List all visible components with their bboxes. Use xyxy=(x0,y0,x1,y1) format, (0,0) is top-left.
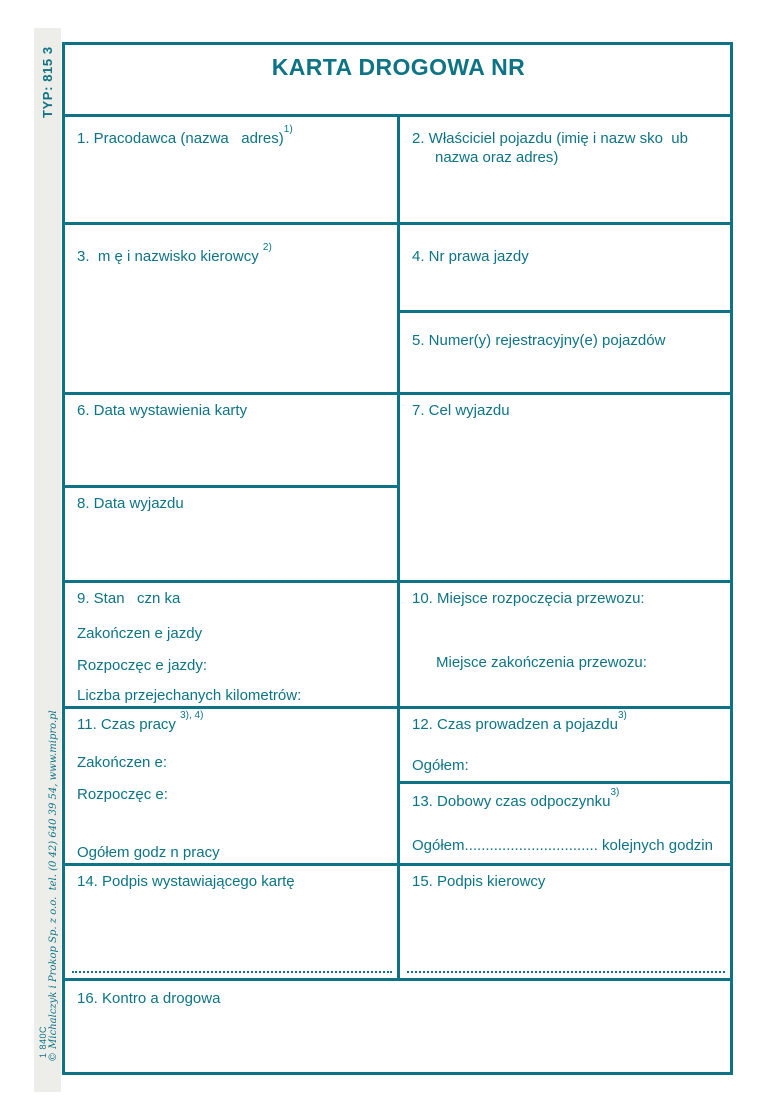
field-04-label: 4. Nr prawa jazdy xyxy=(412,248,529,265)
field-08-data-wyjazdu-cell xyxy=(62,485,397,580)
field-02-wlasciciel-cell xyxy=(397,114,730,222)
field-07-label: 7. Cel wyjazdu xyxy=(412,402,510,419)
field-15-podpis-kierowcy-cell xyxy=(397,863,730,978)
field-13-total-prefix: Ogółem xyxy=(412,837,465,854)
footnote-marker-3b: 3) xyxy=(610,787,620,798)
field-06-label: 6. Data wystawienia karty xyxy=(77,402,248,419)
field-05-numery-rejestracyjne-cell xyxy=(397,310,730,392)
field-03-label: 3. m ę i nazwisko kierowcy xyxy=(77,248,263,265)
form-title-cell xyxy=(62,42,730,114)
print-run-code: 1 840C xyxy=(38,1025,48,1058)
field-09-stan-licznika-cell xyxy=(62,580,397,706)
field-11-line-ogolem: Ogółem godz n pracy xyxy=(77,844,220,861)
field-13-czas-odpoczynku-cell xyxy=(397,781,730,863)
field-07-cel-wyjazdu-cell xyxy=(397,392,730,580)
field-12-line-ogolem: Ogółem: xyxy=(412,757,469,774)
field-02-label-line2: nazwa oraz adres) xyxy=(435,149,559,166)
field-10-miejsce-przewozu-cell xyxy=(397,580,730,706)
field-13-total-suffix: kolejnych godzin xyxy=(597,837,713,854)
field-02-label: 2. Właściciel pojazdu (imię i nazw sko ub xyxy=(412,130,688,147)
field-10-label: 10. Miejsce rozpoczęcia przewozu: xyxy=(412,590,645,607)
dotted-leader: ................................ xyxy=(464,837,598,854)
field-05-label: 5. Numer(y) rejestracyjny(e) pojazdów xyxy=(412,332,666,349)
field-10-line-zakonczenie: Miejsce zakończenia przewozu: xyxy=(436,654,647,671)
field-09-label: 9. Stan czn ka xyxy=(77,590,181,607)
field-11-czas-pracy-cell xyxy=(62,706,397,863)
field-03-kierowca-cell xyxy=(62,222,397,392)
field-01-label: 1. Pracodawca (nazwa adres) xyxy=(77,130,284,147)
footnote-marker-2: 2) xyxy=(262,242,272,253)
footnote-marker-1: 1) xyxy=(283,124,293,135)
signature-dotted-line-left xyxy=(72,971,392,973)
field-06-data-wystawienia-cell xyxy=(62,392,397,485)
field-16-kontrola-drogowa-cell xyxy=(62,978,730,1072)
typ-code-vertical-text: TYP: 815 3 xyxy=(40,46,55,118)
field-13-label: 13. Dobowy czas odpoczynku$^{3)}$ xyxy=(412,787,620,810)
field-01-pracodawca-cell xyxy=(62,114,397,222)
publisher-imprint-vertical-text: © Michalczyk i Prokop Sp. z o.o. tel. (0 42) 640 39 54, www.mipro.pl xyxy=(48,710,59,1062)
field-15-label: 15. Podpis kierowcy xyxy=(412,873,546,890)
footnote-marker-3-4: 3), 4) xyxy=(180,710,204,721)
field-13-total-line xyxy=(412,836,713,855)
road-card-form xyxy=(62,42,733,1075)
field-04-prawo-jazdy-cell xyxy=(397,222,730,310)
field-14-podpis-wystawiajacego-cell xyxy=(62,863,397,978)
field-11-label: 11. Czas pracy $^{3), 4)}$ xyxy=(77,710,204,733)
field-08-label: 8. Data wyjazdu xyxy=(77,495,184,512)
field-11-line-rozpoczecie: Rozpoczęc e: xyxy=(77,786,168,803)
field-11-line-zakonczenie: Zakończen e: xyxy=(77,754,168,771)
field-12-label: 12. Czas prowadzen a pojazdu$^{3)}$ xyxy=(412,710,627,733)
field-14-label: 14. Podpis wystawiającego kartę xyxy=(77,873,295,890)
form-title: KARTA DROGOWA NR xyxy=(271,54,526,80)
field-09-line-zakonczenie: Zakończen e jazdy xyxy=(77,625,203,642)
field-09-line-rozpoczecie: Rozpoczęc e jazdy: xyxy=(77,657,208,674)
footnote-marker-3a: 3) xyxy=(617,710,627,721)
signature-dotted-line-right xyxy=(407,971,725,973)
field-09-line-kilometry: Liczba przejechanych kilometrów: xyxy=(77,687,302,704)
field-16-label: 16. Kontro a drogowa xyxy=(77,990,221,1007)
field-12-czas-prowadzenia-cell xyxy=(397,706,730,781)
